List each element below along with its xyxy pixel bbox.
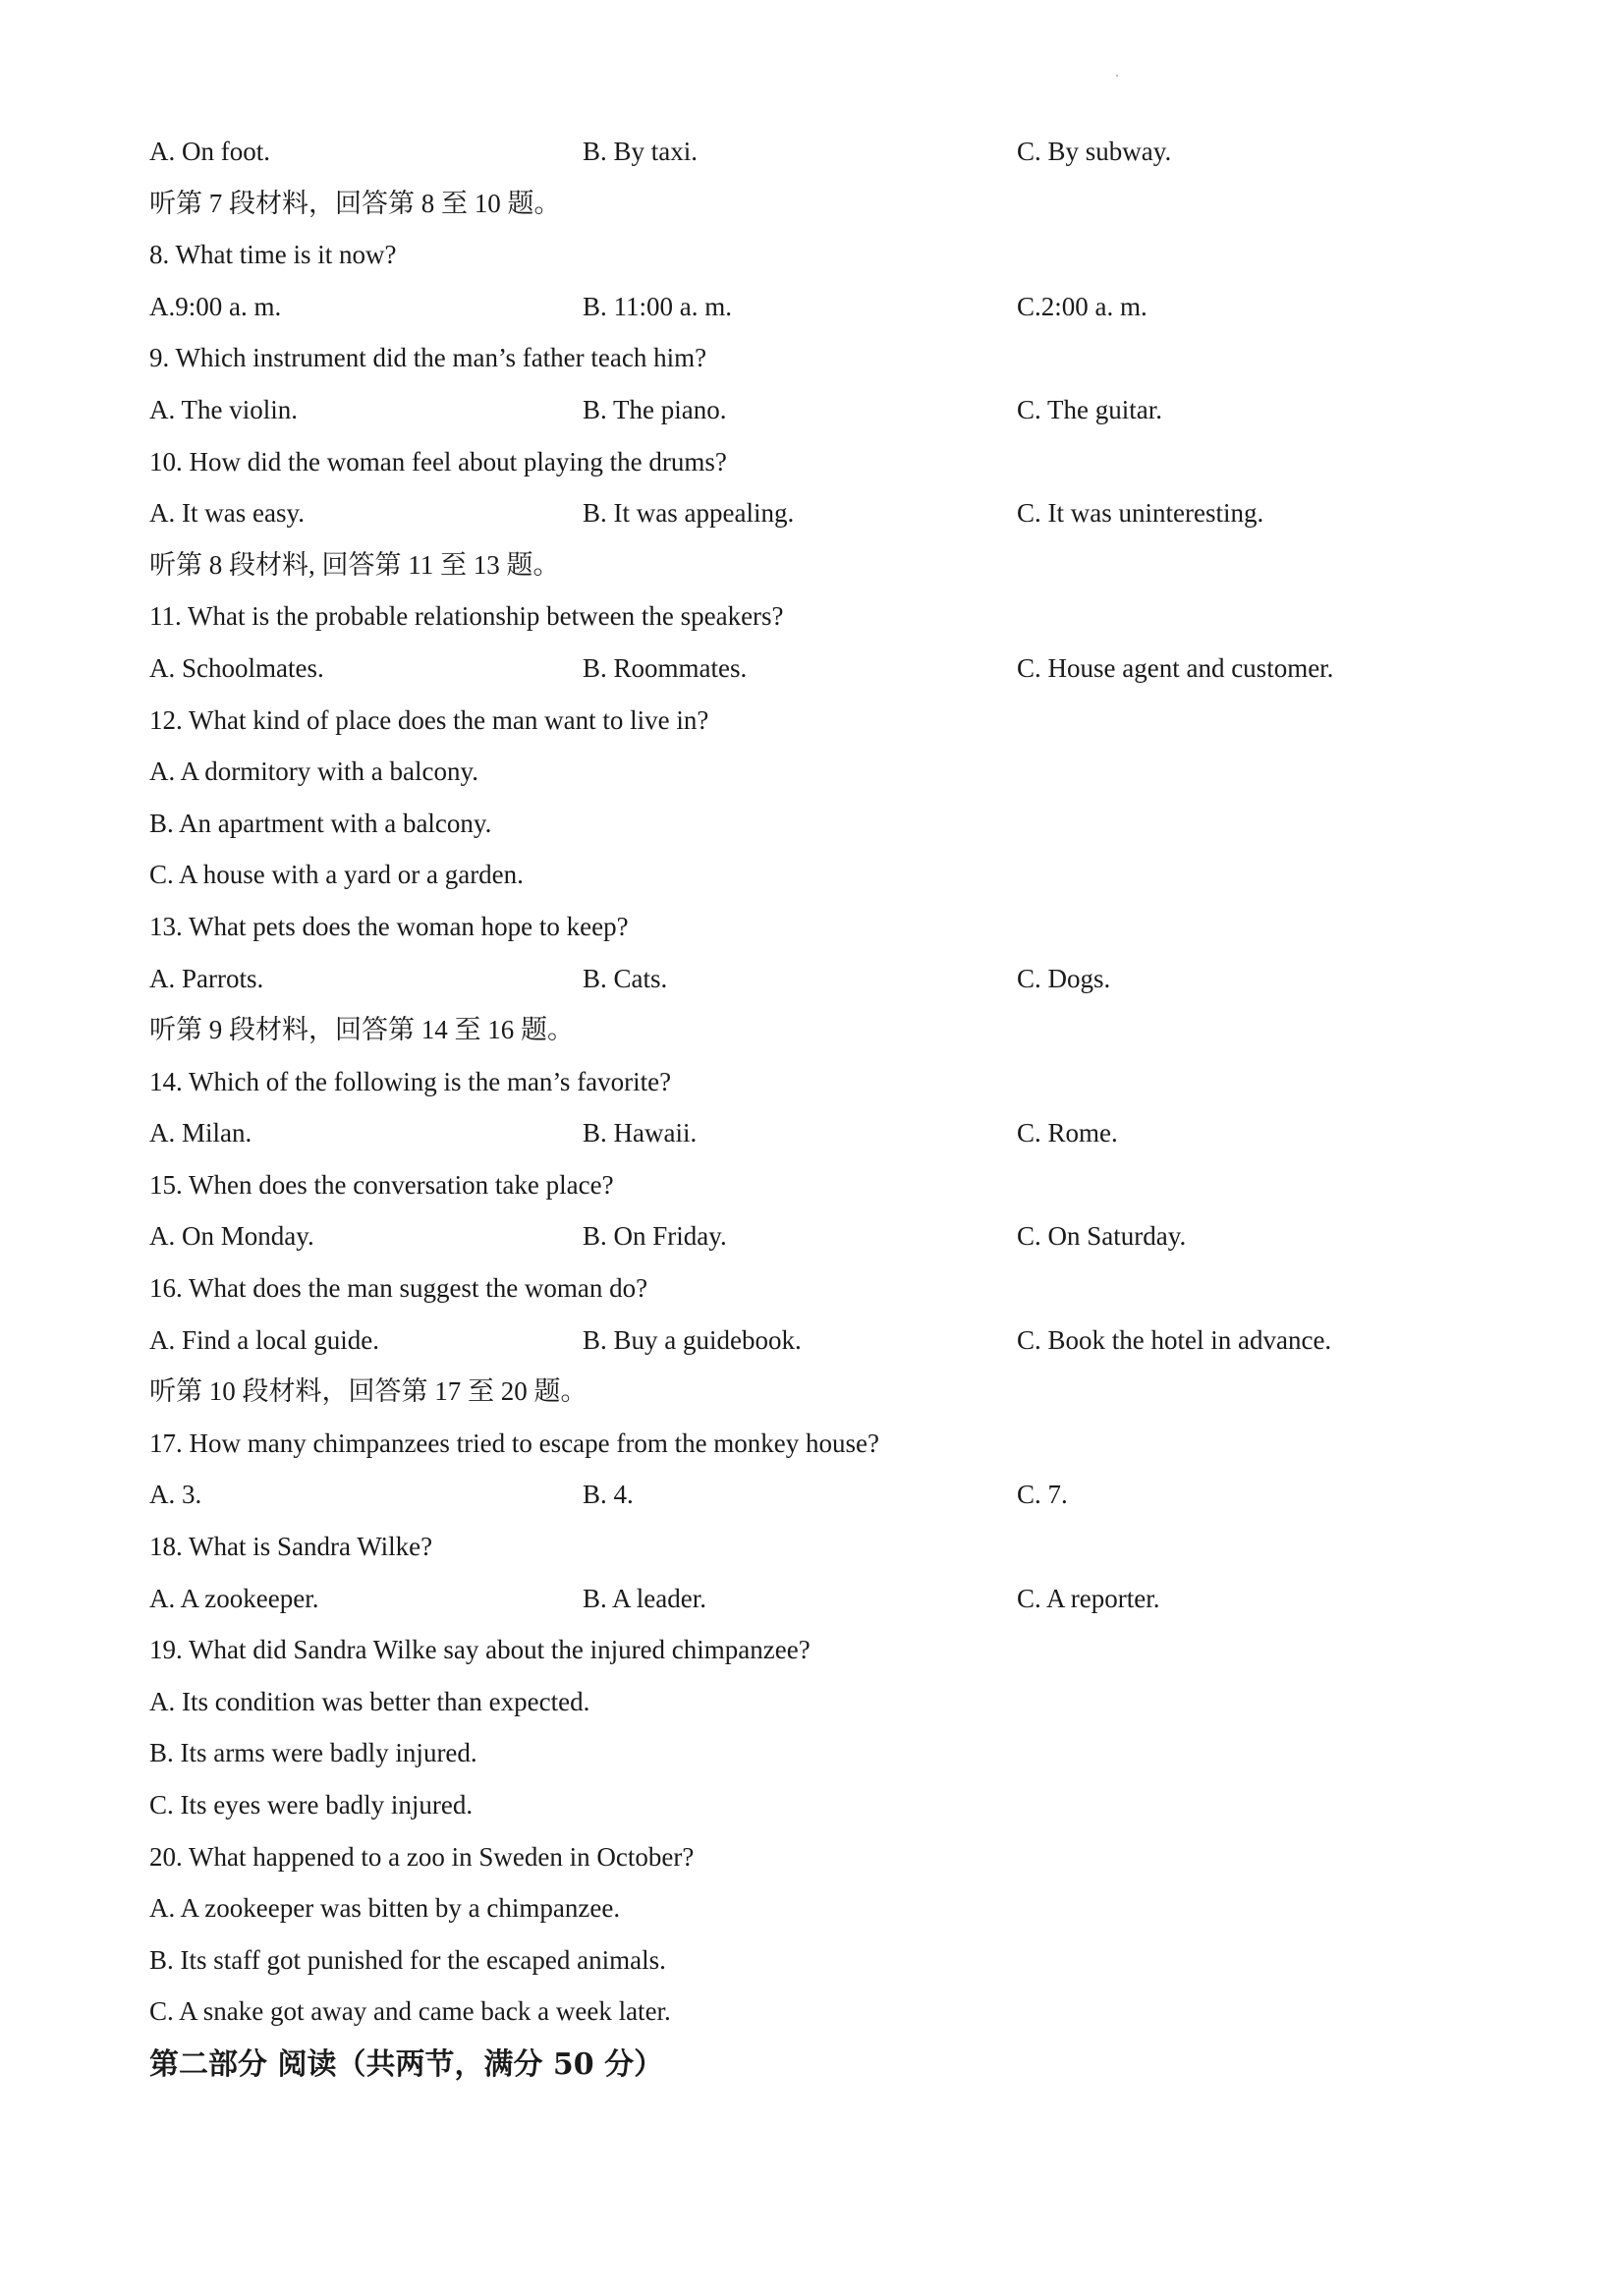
option-line: A. Its condition was better than expected. [149, 1686, 590, 1716]
question-line: 14. Which of the following is the man’s favorite? [149, 1066, 672, 1096]
option-line: C. Its eyes were badly injured. [149, 1790, 474, 1820]
instruction-line: 听第 8 段材料, 回答第 11 至 13 题。 [149, 549, 560, 580]
question-line: 13. What pets does the woman hope to keep? [149, 911, 629, 941]
option-b: B. The piano. [583, 394, 727, 424]
option-c: C. On Saturday. [1017, 1221, 1187, 1252]
option-a: A.9:00 a. m. [149, 291, 282, 321]
option-c: C. House agent and customer. [1017, 652, 1334, 683]
option-line: C. A snake got away and came back a week later. [149, 1996, 671, 2027]
option-c: C. 7. [1017, 1480, 1068, 1510]
option-b: B. Roommates. [583, 652, 748, 683]
question-line: 20. What happened to a zoo in Sweden in October? [149, 1841, 695, 1872]
question-list [149, 126, 1525, 2038]
question-line: 12. What kind of place does the man want to live in? [149, 704, 709, 735]
option-line: B. Its arms were badly injured. [149, 1738, 477, 1768]
option-c: C. A reporter. [1017, 1583, 1160, 1613]
option-row [149, 1107, 1525, 1159]
option-a: A. Schoolmates. [149, 652, 324, 683]
option-a: A. Find a local guide. [149, 1324, 379, 1355]
option-row [149, 487, 1525, 539]
option-c: C. It was uninteresting. [1017, 498, 1264, 529]
option-c: C. The guitar. [1017, 394, 1162, 424]
option-b: B. It was appealing. [583, 498, 795, 529]
instruction-line: 听第 10 段材料，回答第 17 至 20 题。 [149, 1376, 588, 1407]
question-line: 10. How did the woman feel about playing the drums? [149, 446, 727, 476]
question-line: 15. When does the conversation take place? [149, 1169, 614, 1200]
option-b: B. A leader. [583, 1583, 706, 1613]
option-a: A. The violin. [149, 394, 298, 424]
option-c: C. Rome. [1017, 1118, 1118, 1148]
option-b: B. 4. [583, 1480, 634, 1510]
option-c: C. Dogs. [1017, 963, 1111, 993]
option-b: B. Cats. [583, 963, 668, 993]
option-c: C.2:00 a. m. [1017, 291, 1147, 321]
question-line: 18. What is Sandra Wilke? [149, 1532, 433, 1562]
option-line: A. A zookeeper was bitten by a chimpanzee. [149, 1893, 621, 1924]
option-row [149, 953, 1525, 1005]
question-line: 8. What time is it now? [149, 240, 397, 270]
option-row [149, 384, 1525, 436]
option-b: B. On Friday. [583, 1221, 727, 1252]
option-c: C. By subway. [1017, 137, 1172, 166]
instruction-line: 听第 9 段材料，回答第 14 至 16 题。 [149, 1015, 574, 1045]
option-a: A. 3. [149, 1480, 202, 1510]
instruction-line: 听第 7 段材料，回答第 8 至 10 题。 [149, 188, 561, 218]
option-row [149, 643, 1525, 695]
scan-dot [1116, 75, 1118, 77]
option-row [149, 1573, 1525, 1625]
option-a: A. It was easy. [149, 498, 305, 529]
question-line: 16. What does the man suggest the woman do? [149, 1273, 648, 1304]
option-row [149, 1315, 1525, 1367]
option-a: A. Parrots. [149, 963, 264, 993]
option-row [149, 126, 1525, 178]
option-row [149, 281, 1525, 333]
option-a: A. A zookeeper. [149, 1583, 319, 1613]
option-row [149, 1210, 1525, 1262]
option-b: B. 11:00 a. m. [583, 291, 732, 321]
question-line: 19. What did Sandra Wilke say about the injured chimpanzee? [149, 1635, 811, 1665]
option-c: C. Book the hotel in advance. [1017, 1324, 1332, 1355]
exam-page [149, 126, 1525, 2093]
option-line: C. A house with a yard or a garden. [149, 860, 524, 890]
section-title: 第二部分 阅读（共两节，满分 50 分） [149, 2046, 664, 2082]
option-b: B. Buy a guidebook. [583, 1324, 802, 1355]
option-line: A. A dormitory with a balcony. [149, 756, 478, 787]
option-line: B. Its staff got punished for the escaped animals. [149, 1944, 666, 1975]
option-b: B. Hawaii. [583, 1118, 698, 1148]
question-line: 11. What is the probable relationship between the speakers? [149, 601, 784, 632]
option-row [149, 1469, 1525, 1521]
option-a: A. Milan. [149, 1118, 252, 1148]
option-a: A. On Monday. [149, 1221, 314, 1252]
option-a: A. On foot. [149, 137, 270, 166]
question-line: 9. Which instrument did the man’s father teach him? [149, 343, 707, 373]
option-line: B. An apartment with a balcony. [149, 808, 492, 838]
option-b: B. By taxi. [583, 137, 699, 166]
question-line: 17. How many chimpanzees tried to escape from the monkey house? [149, 1428, 880, 1458]
